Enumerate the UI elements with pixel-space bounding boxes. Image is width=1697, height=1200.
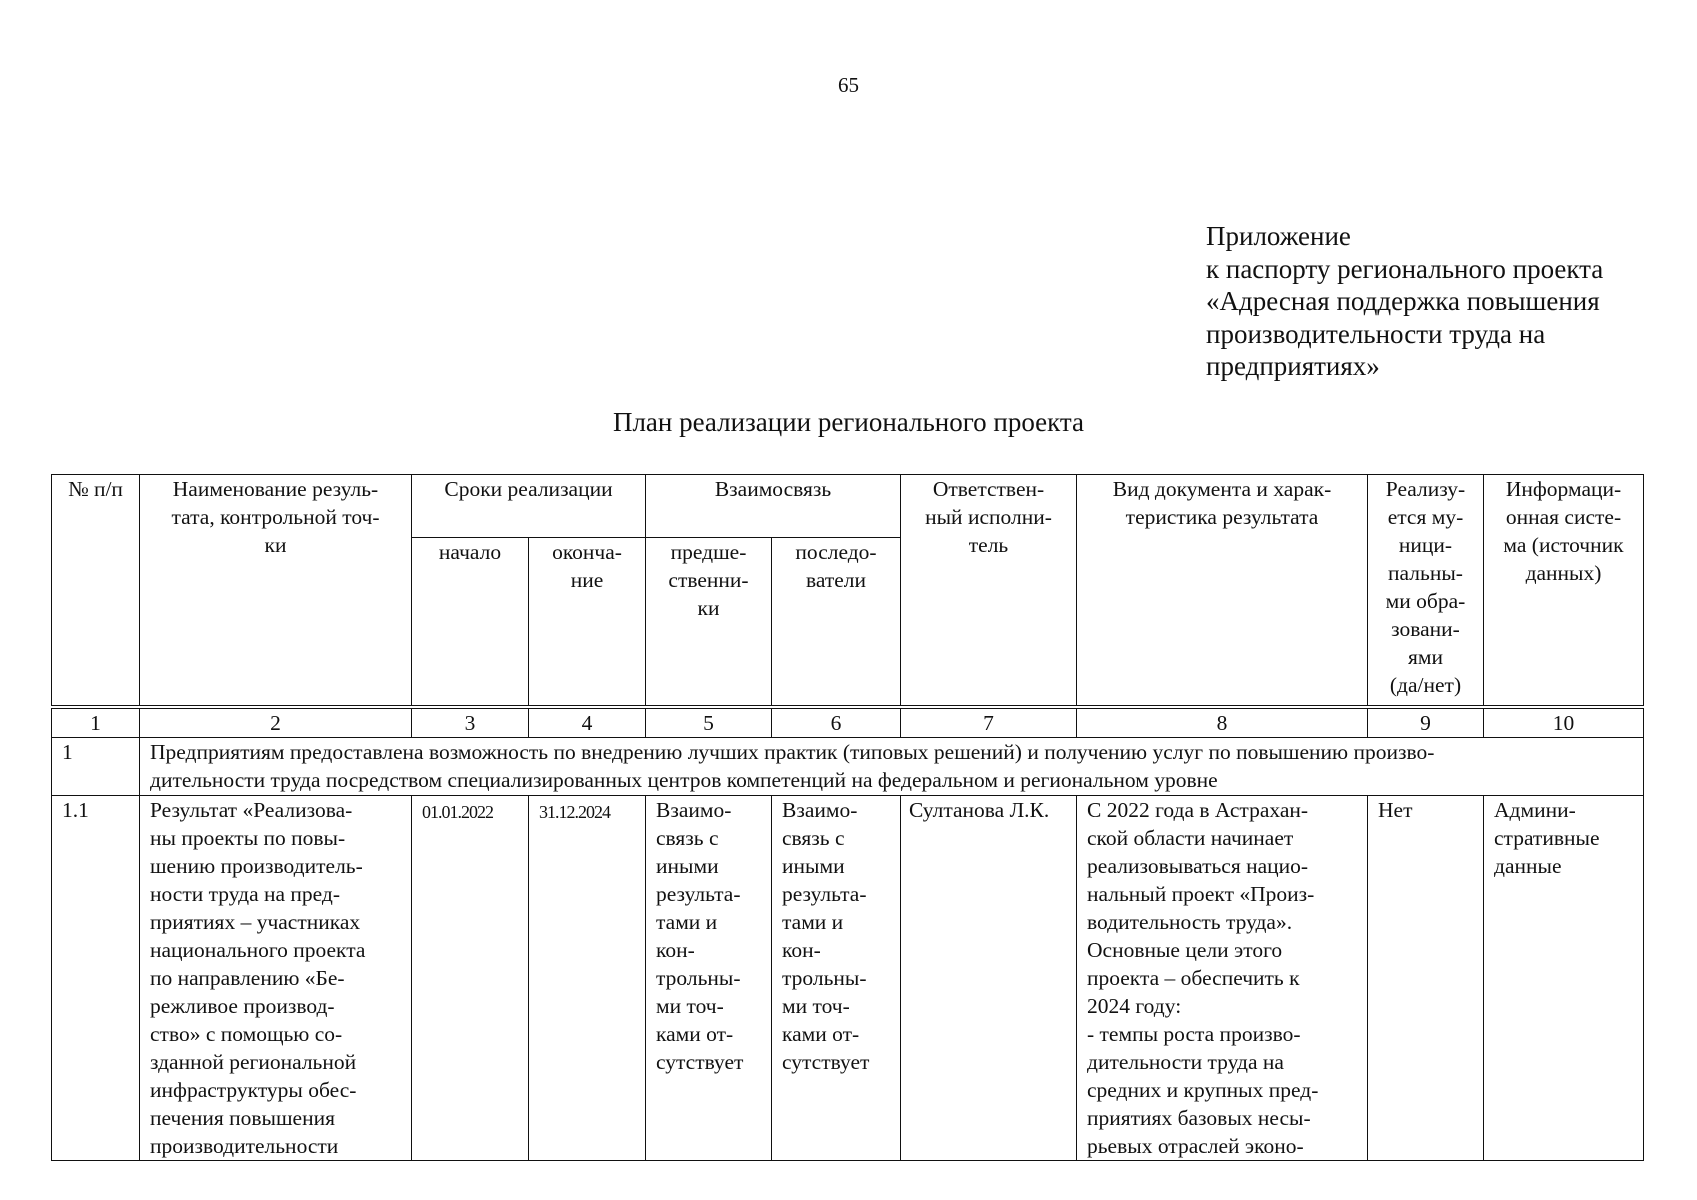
page-number: 65 (838, 73, 859, 97)
header-end: оконча- ние (529, 538, 646, 706)
column-numbers-row (52, 709, 1644, 738)
row-predecessors: Взаимо- связь с иными результа- тами и кон- трольны- ми точ- ками от- сутствует (646, 796, 772, 1161)
appendix-line: предприятиях» (1206, 351, 1380, 381)
header-name: Наименование резуль- тата, контрольной точ- ки (140, 475, 412, 706)
row-doc-type: С 2022 года в Астрахан- ской области начинает реализовываться нацио- нальный проект «Произ- водительность труда». Основные цели этого проекта – обеспечить к 2024 году: - темпы роста произво- дительности труда на средних и крупных пред- приятиях базовых несы- рьевых отраслей эконо- (1077, 796, 1368, 1161)
row-successors: Взаимо- связь с иными результа- тами и кон- трольны- ми точ- ками от- сутствует (772, 796, 901, 1161)
appendix-block (1206, 220, 1666, 383)
row-start-date: 01.01.2022 (412, 796, 529, 1161)
appendix-line: «Адресная поддержка повышения (1206, 286, 1600, 316)
header-info-system: Информаци- онная систе- ма (источник данных) (1484, 475, 1644, 706)
column-number: 4 (529, 709, 646, 738)
column-number: 1 (52, 709, 140, 738)
header-municipal: Реализу- ется му- ници- пальны- ми обра- зовани- ями (да/нет) (1368, 475, 1484, 706)
column-number: 7 (901, 709, 1077, 738)
appendix-line: Приложение (1206, 221, 1351, 251)
column-number: 3 (412, 709, 529, 738)
header-doc-type: Вид документа и харак- теристика результата (1077, 475, 1368, 706)
column-number: 5 (646, 709, 772, 738)
appendix-line: к паспорту регионального проекта (1206, 253, 1604, 284)
row-number: 1.1 (52, 796, 140, 1161)
row-name: Результат «Реализова- ны проекты по повы- шению производитель- ности труда на пред- приятиях – участниках национального проекта по направлению «Бе- режливое производ- ство» с помощью со- зданной региональной инфраструктуры обес- печения повышения производительности (140, 796, 412, 1161)
row-executor: Султанова Л.К. (901, 796, 1077, 1161)
header-start: начало (412, 538, 529, 706)
header-successors: последо- ватели (772, 538, 901, 706)
header-table (51, 474, 1644, 706)
section-row (52, 738, 1644, 796)
plan-title: План реализации регионального проекта (612, 407, 1085, 437)
section-number: 1 (52, 738, 140, 796)
header-relation: Взаимосвязь (646, 475, 901, 538)
appendix-line: производительности труда на (1206, 318, 1546, 349)
row-info-system: Админи- стративные данные (1484, 796, 1644, 1161)
header-predecessors: предше- ственни- ки (646, 538, 772, 706)
column-number: 9 (1368, 709, 1484, 738)
column-number: 10 (1484, 709, 1644, 738)
section-text: Предприятиям предоставлена возможность по внедрению лучших практик (типовых решений) и получению услуг по повышению произво- дительности труда посредством специализированных центров компетенций на федеральном и региональном уровне (140, 738, 1644, 796)
body-table (51, 708, 1644, 1161)
row-end-date: 31.12.2024 (529, 796, 646, 1161)
column-number: 6 (772, 709, 901, 738)
row-municipal: Нет (1368, 796, 1484, 1161)
header-executor: Ответствен- ный исполни- тель (901, 475, 1077, 706)
header-num: № п/п (52, 475, 140, 706)
column-number: 2 (140, 709, 412, 738)
table-row (52, 796, 1644, 1161)
column-number: 8 (1077, 709, 1368, 738)
header-terms: Сроки реализации (412, 475, 646, 538)
